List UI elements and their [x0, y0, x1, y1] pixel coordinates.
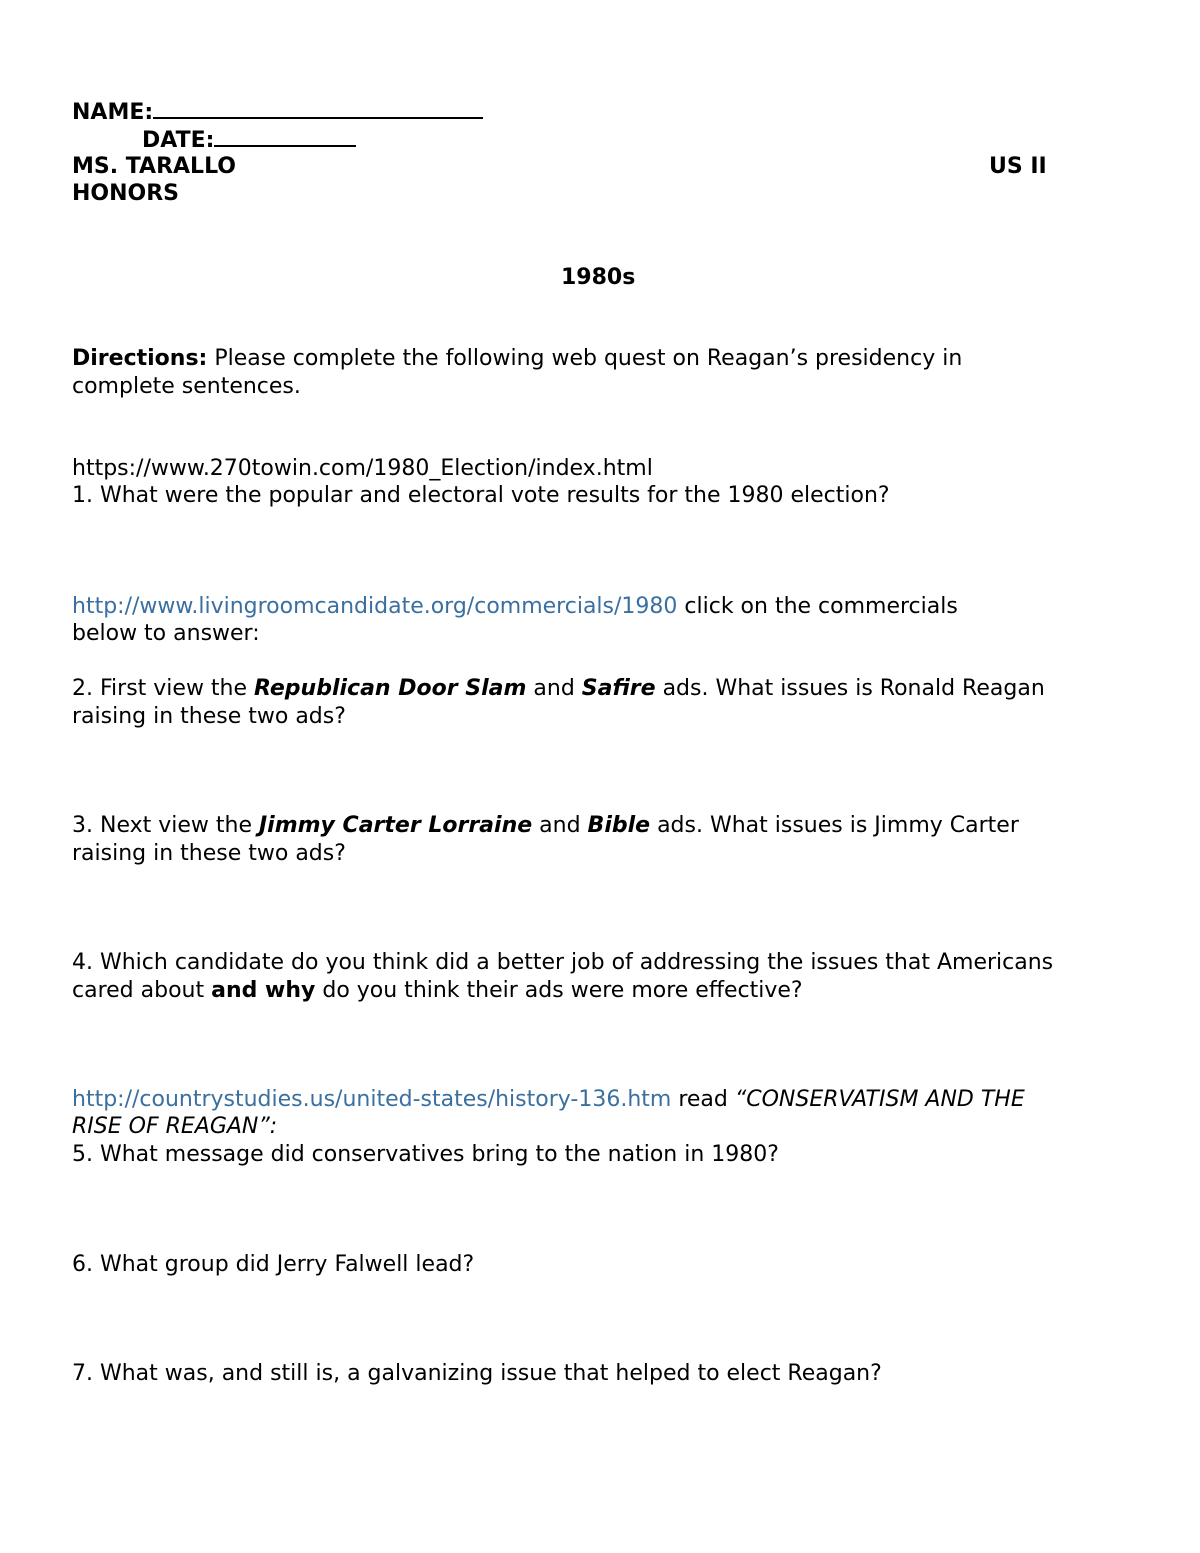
name-blank[interactable]: [153, 97, 483, 119]
question-5: 5. What message did conservatives bring to the nation in 1980?: [72, 1142, 779, 1167]
q2-prefix: 2. First view the: [72, 676, 255, 701]
directions-text-1: Please complete the following web quest on Reagan’s presidency in: [207, 346, 963, 371]
directions-line-2: complete sentences.: [72, 374, 301, 399]
url-livingroomcandidate-line: [72, 593, 958, 621]
course-name: US II: [989, 154, 1047, 179]
q2-and: and: [526, 676, 582, 701]
q3-suffix: ads. What issues is Jimmy Carter: [650, 813, 1019, 838]
commercials-instruction: click on the commercials: [677, 594, 958, 619]
q3-and: and: [532, 813, 588, 838]
q4-prefix: cared about: [72, 978, 212, 1003]
question-2-line-2: raising in these two ads?: [72, 704, 346, 729]
date-line: [142, 125, 356, 155]
question-7: 7. What was, and still is, a galvanizing issue that helped to elect Reagan?: [72, 1361, 882, 1386]
ad-bible: Bible: [587, 813, 651, 838]
question-1: 1. What were the popular and electoral vote results for the 1980 election?: [72, 483, 890, 508]
reading-title-2: RISE OF REAGAN”:: [72, 1114, 278, 1139]
course-level: HONORS: [72, 181, 180, 206]
q3-prefix: 3. Next view the: [72, 813, 259, 838]
reading-title-1: “CONSERVATISM AND THE: [734, 1087, 1025, 1112]
question-4-line-2: [72, 977, 803, 1005]
q4-and-why: and why: [211, 978, 316, 1003]
question-3-line-2: raising in these two ads?: [72, 841, 346, 866]
q2-suffix: ads. What issues is Ronald Reagan: [655, 676, 1045, 701]
teacher-name: MS. TARALLO: [72, 154, 237, 179]
url-livingroomcandidate[interactable]: http://www.livingroomcandidate.org/commercials/1980: [72, 594, 678, 619]
name-line: [72, 97, 483, 127]
ad-jimmy-carter-lorraine: Jimmy Carter Lorraine: [258, 813, 533, 838]
url-270towin[interactable]: https://www.270towin.com/1980_Election/index.html: [72, 456, 653, 481]
question-2: [72, 675, 1045, 703]
q4-suffix: do you think their ads were more effective?: [315, 978, 803, 1003]
read-instruction: read: [671, 1087, 735, 1112]
date-blank[interactable]: [214, 125, 356, 147]
directions-label: Directions:: [72, 346, 208, 371]
commercials-instruction-2: below to answer:: [72, 621, 260, 646]
directions-line-1: [72, 345, 962, 373]
question-4: 4. Which candidate do you think did a better job of addressing the issues that Americans: [72, 950, 1054, 975]
question-3: [72, 812, 1019, 840]
date-label: DATE:: [142, 128, 215, 153]
url-countrystudies[interactable]: http://countrystudies.us/united-states/history-136.htm: [72, 1087, 672, 1112]
url-countrystudies-line: [72, 1086, 1025, 1114]
ad-safire: Safire: [581, 676, 656, 701]
question-6: 6. What group did Jerry Falwell lead?: [72, 1252, 475, 1277]
ad-republican-door-slam: Republican Door Slam: [254, 676, 527, 701]
page-title: 1980s: [561, 265, 636, 290]
name-label: NAME:: [72, 100, 154, 125]
